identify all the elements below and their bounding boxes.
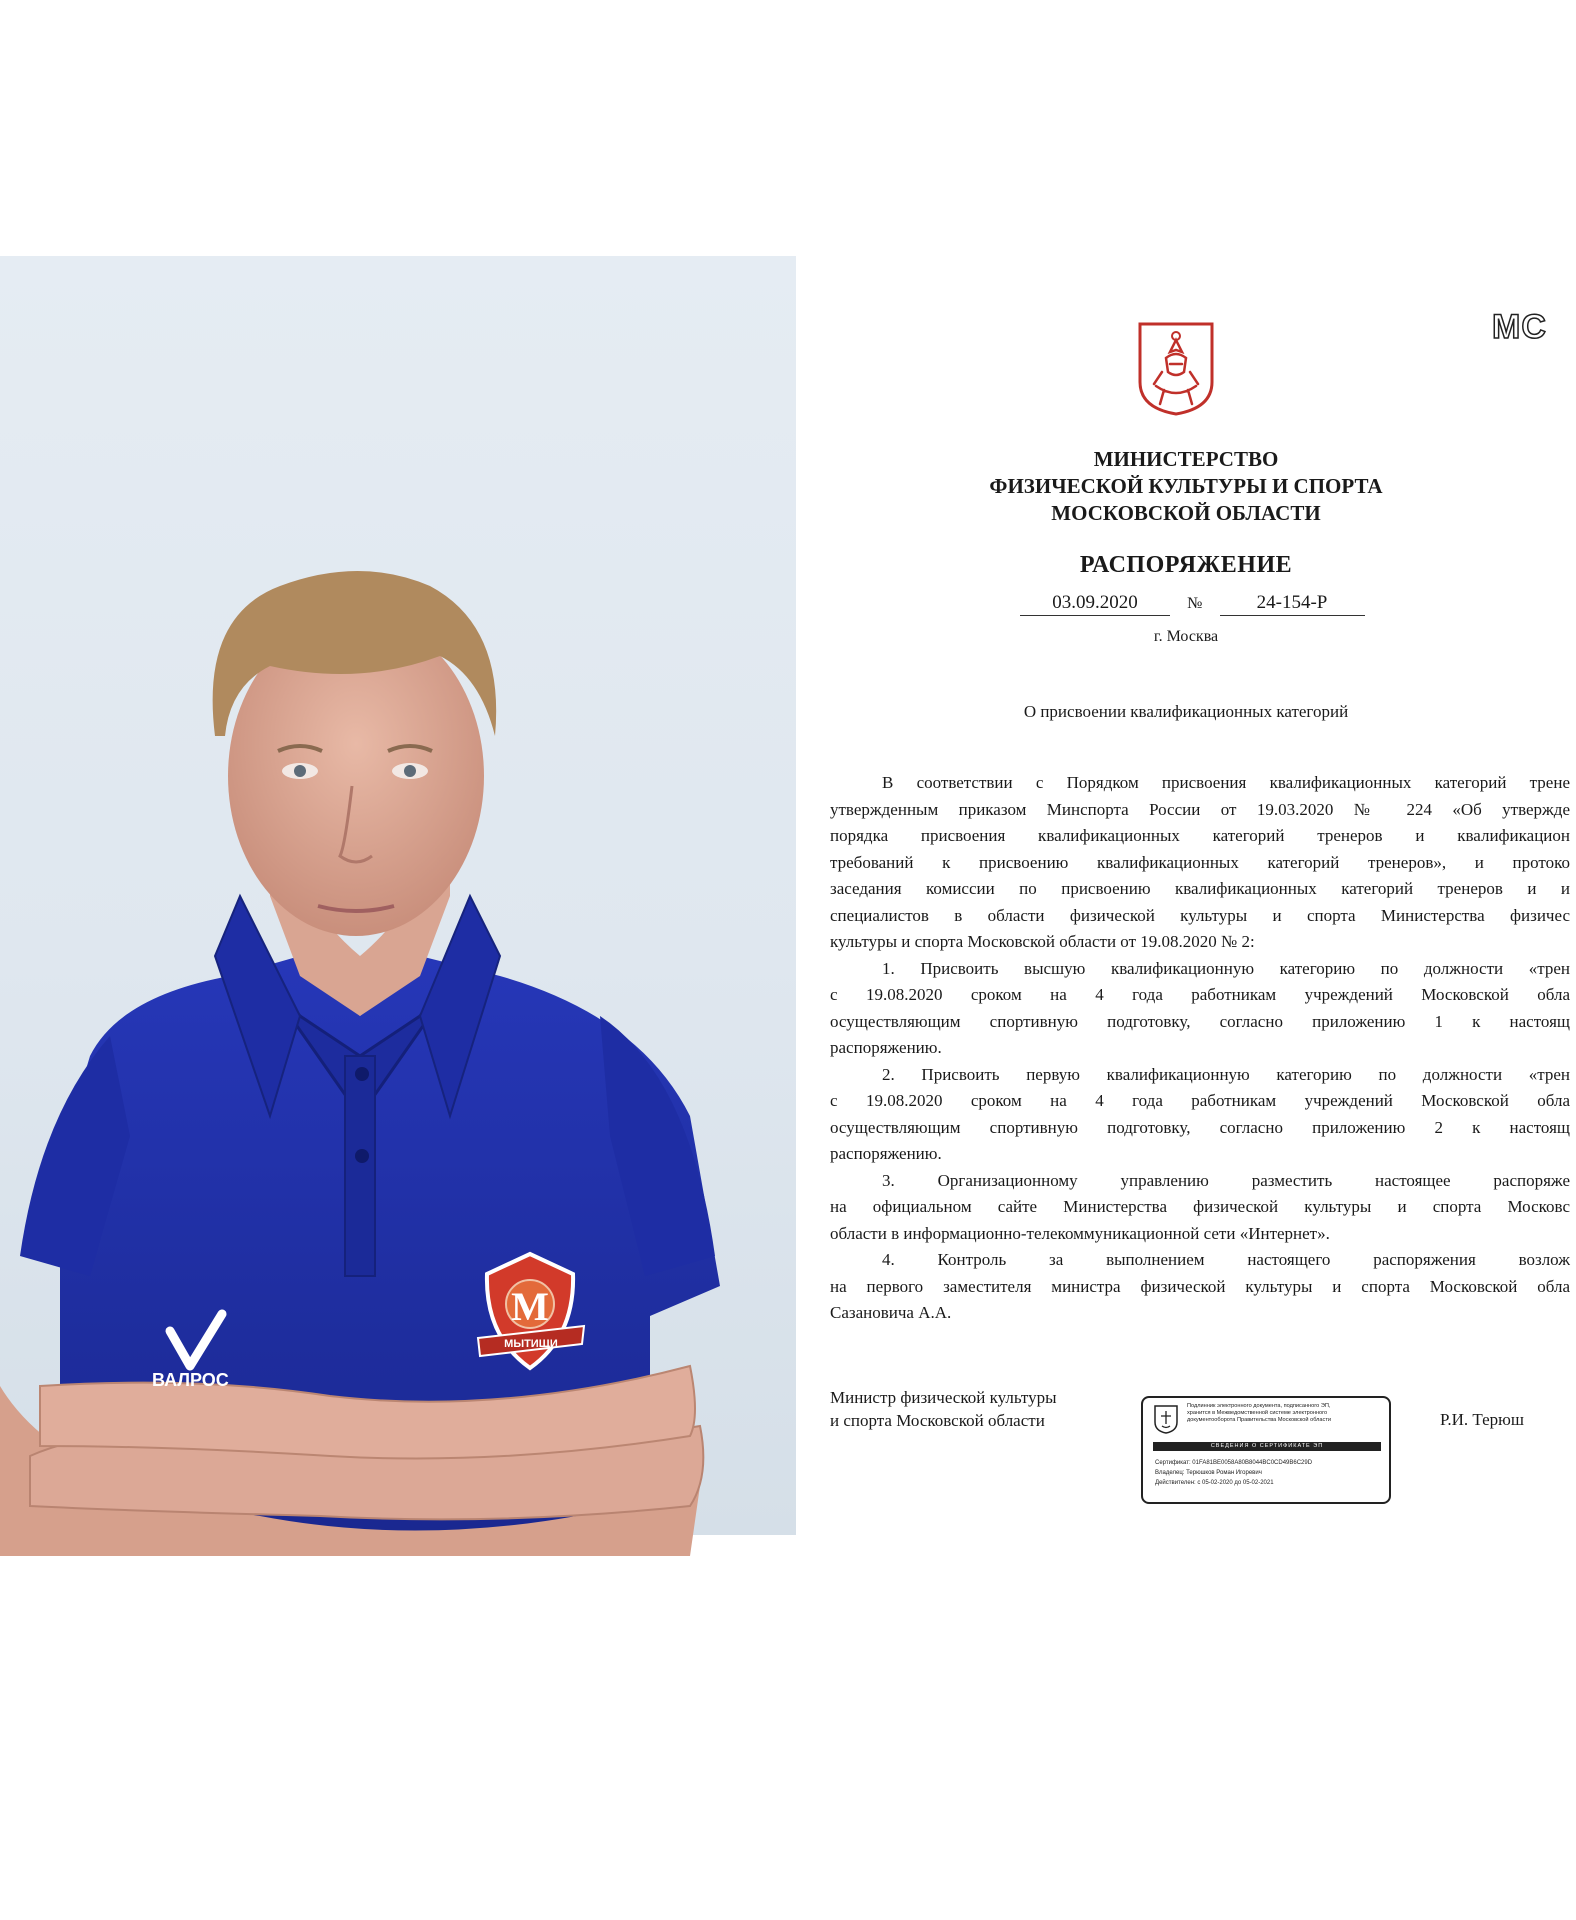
order-date: 03.09.2020 [1020,592,1170,616]
esign-bar-label: СВЕДЕНИЯ О СЕРТИФИКАТЕ ЭП [1153,1442,1381,1451]
order-body [830,770,1570,1327]
esign-info-line: хранится в Межведомственной системе электронного [1187,1410,1328,1416]
shirt-brand: ВАЛРОС [152,1370,229,1390]
signer-title-line: Министр физической культуры [830,1388,1057,1407]
club-logo-text: МЫТИЩИ [504,1338,558,1350]
body-line: распоряжению. [830,1144,942,1163]
body-line: порядка присвоения квалификационных категорий тренеров и квалификацион [830,826,1570,845]
esign-info-line: документооборота Правительства Московской области [1187,1417,1332,1423]
ministry-line: ФИЗИЧЕСКОЙ КУЛЬТУРЫ И СПОРТА [989,474,1383,498]
body-line: утвержденным приказом Минспорта России от 19.03.2020 № 224 «Об утвержде [830,799,1570,819]
corner-stamp: МС [1492,308,1547,346]
ministry-line: МИНИСТЕРСТВО [1093,447,1279,471]
body-line: 3. Организационному управлению разместить настоящее распоряже [882,1170,1570,1190]
ministry-line: МОСКОВСКОЙ ОБЛАСТИ [1051,501,1321,525]
signer-name: Р.И. Терюш [1440,1410,1524,1429]
signer-title [830,1386,1057,1432]
electronic-signature-stamp [1141,1396,1391,1504]
body-line: осуществляющим спортивную подготовку, согласно приложению 1 к настоящ [830,1011,1570,1031]
esign-owner-line: Владелец: Терюшков Роман Игоревич [1155,1470,1262,1476]
body-line: на первого заместителя министра физической культуры и спорта Московской обла [830,1276,1570,1296]
body-line: распоряжению. [830,1038,942,1057]
club-logo-letter: М [511,1284,549,1329]
esign-info [1187,1403,1385,1424]
body-line: с 19.08.2020 сроком на 4 года работникам учреждений Московской обла [830,1091,1570,1110]
portrait-photo [0,256,796,1535]
body-line: 2. Присвоить первую квалификационную категорию по должности «трен [882,1064,1570,1084]
body-line: заседания комиссии по присвоению квалификационных категорий тренеров и и [830,879,1570,898]
body-line: Сазановича А.А. [830,1303,952,1322]
esign-certificate [1155,1458,1387,1488]
moscow-oblast-coat-of-arms-icon [1136,320,1216,416]
body-line: 4. Контроль за выполнением настоящего распоряжения возлож [882,1250,1570,1269]
body-line: области в информационно-телекоммуникационной сети «Интернет». [830,1223,1330,1243]
order-type: РАСПОРЯЖЕНИЕ [1079,552,1293,578]
order-subject: О присвоении квалификационных категорий [1023,702,1349,721]
body-line: осуществляющим спортивную подготовку, согласно приложению 2 к настоящ [830,1117,1570,1137]
order-number: 24-154-Р [1220,592,1365,616]
coat-of-arms-seal-icon [1153,1404,1179,1434]
body-line: на официальном сайте Министерства физической культуры и спорта Московс [830,1197,1570,1216]
esign-cert-line: Сертификат: 01FA81BE0058A80B8044BC0CD49B6C29D [1155,1460,1313,1466]
registration-row [1020,592,1365,616]
number-sign: № [1187,595,1203,612]
body-line: с 19.08.2020 сроком на 4 года работникам учреждений Московской обла [830,985,1570,1004]
body-line: специалистов в области физической культуры и спорта Министерства физичес [830,905,1570,925]
body-line: требований к присвоению квалификационных категорий тренеров», и протоко [830,852,1570,872]
body-line: В соответствии с Порядком присвоения квалификационных категорий трене [882,773,1570,792]
body-line: культуры и спорта Московской области от 19.08.2020 № 2: [830,932,1255,951]
portrait-illustration [0,256,796,1535]
esign-valid-line: Действителен: с 05-02-2020 до 05-02-2021 [1155,1480,1274,1486]
signer-title-line: и спорта Московской области [830,1411,1045,1430]
body-line: 1. Присвоить высшую квалификационную категорию по должности «трен [882,958,1570,978]
ministry-name [796,446,1576,527]
order-city: г. Москва [1153,628,1219,645]
order-document [796,256,1570,1535]
esign-info-line: Подлинник электронного документа, подписанного ЭП, [1187,1403,1331,1409]
